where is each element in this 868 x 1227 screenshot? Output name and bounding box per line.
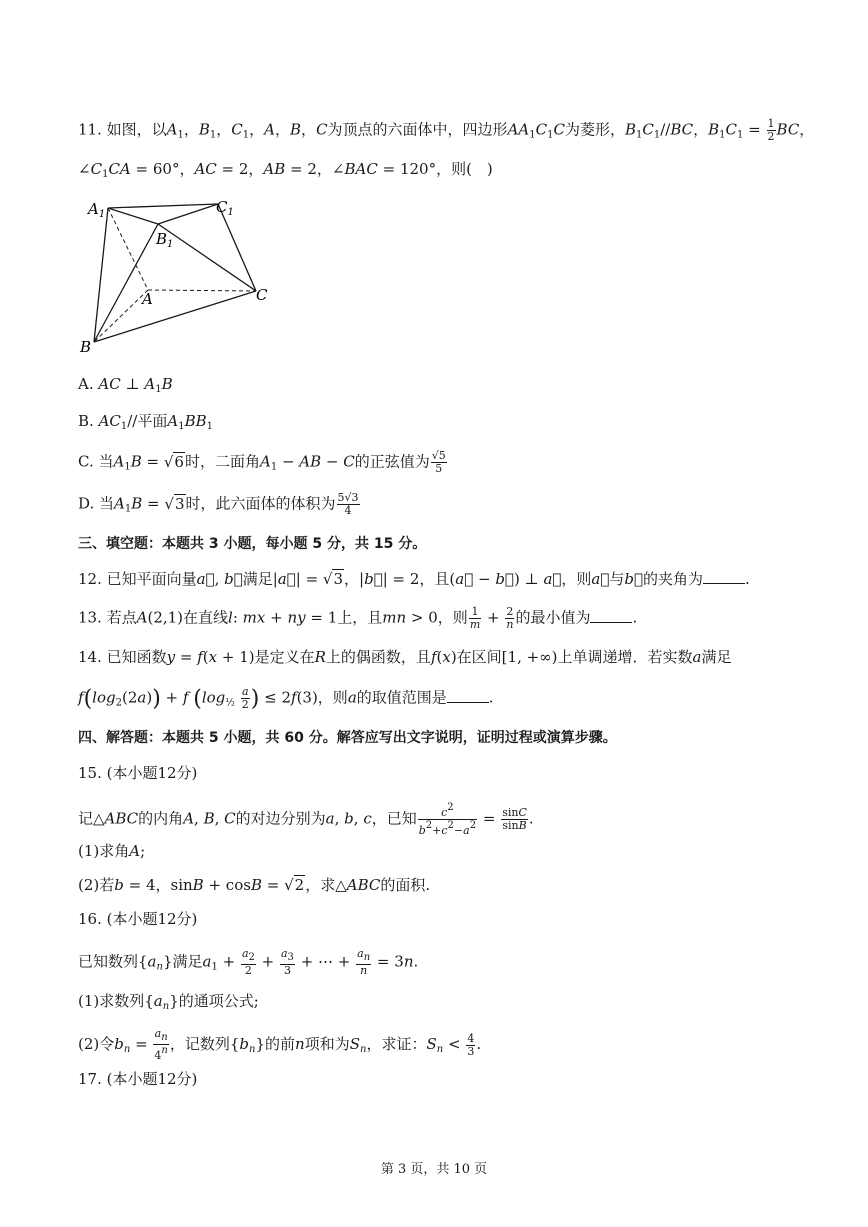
fig-label-b: B [80,338,92,356]
fig-label-b1: $B_1$ [156,230,174,250]
fig-label-a1: $A_1$ [88,200,106,220]
q16-stem: 已知数列$\{a_n\}$满足$a_1$ + $\frac{a_2}{2}$ + $\frac{a_3}{3}$ + ⋯ + $\frac{a_n}{n}$ = 3n. [78,947,419,977]
fig-label-c: C [256,286,268,304]
q14-line1: 14. 已知函数y = f(x + 1)是定义在R上的偶函数，且f(x)在区间[1, +∞)上单调递增．若实数a满足 [78,648,732,666]
fig-label-a: A [142,290,153,308]
q11-option-a: A. AC ⊥ $A_1B$ [78,375,173,395]
q11-line2: $\angle C_1CA = 60^\circ$，AC = 2，AB = 2，∠BAC = 120°，则( ) [78,160,493,180]
section4-heading: 四、解答题：本题共 5 小题，共 60 分。解答应写出文字说明，证明过程或演算步骤。 [78,730,617,746]
q15-stem: 记△ABC的内角A, B, C的对边分别为a, b, c，已知 $\frac{c^2}{b^2+c^2-a^2}$ = $\frac{\sin C}{\sin B}$ . [78,802,534,837]
q11-option-d: D. 当$A_1B = √3$时，此六面体的体积为 $\frac{5√3}{4}$ [78,491,359,517]
q11-option-b: B. $AC_1//$平面$A_1BB_1$ [78,412,213,432]
q16-title: 16. (本小题12分) [78,910,198,928]
q13: 13. 若点A(2,1)在直线l: mx + ny = 1上，且mn > 0，则 $\frac{1}{m}$ + $\frac{2}{n}$ 的最小值为 . [78,605,638,631]
q15-title: 15. (本小题12分) [78,764,198,782]
q15-part1: (1)求角A; [78,842,146,860]
q16-part2: (2)令$b_n$ = $\frac{a_n}{4^n}$ ，记数列$\{b_n\}$的前n项和为$S_n$，求证：$S_n$ < $\frac{4}{3}$ . [78,1027,482,1062]
q16-part1: (1)求数列$\{a_n\}$的通项公式; [78,992,259,1012]
q17-title: 17. (本小题12分) [78,1070,198,1088]
fig-label-c1: $C_1$ [216,198,234,218]
section3-heading: 三、填空题：本题共 3 小题，每小题 5 分，共 15 分。 [78,536,427,552]
q11-figure [78,192,278,357]
q15-part2: (2)若b = 4，sinB + cosB = √2，求△ABC的面积. [78,876,431,894]
q14-line2: $f(\log_2(2a)) + f$ ($\log_{\frac{1}{2}}$ $\frac{a}{2}$ ) ≤ 2f(3)，则a的取值范围是 . [78,685,494,712]
page-footer: 第 3 页，共 10 页 [380,1162,488,1177]
q11-line1: 11. 如图，以$A_1$，$B_1$，$C_1$，A，B，C为顶点的六面体中，四边形$AA_1C_1C$为菱形，$B_1C_1//BC$，$B_1C_1$ = $\frac{1}{2}$ BC， [78,117,815,143]
q11-option-c: C. 当$A_1B = √6$时，二面角$A_1$ − AB − C的正弦值为 $\frac{√5}{5}$ [78,449,446,475]
q12: 12. 已知平面向量a⃗, b⃗满足|a⃗| = √3，|b⃗| = 2，且(a⃗ − b⃗) ⊥ a⃗，则a⃗与b⃗的夹角为 . [78,570,750,588]
